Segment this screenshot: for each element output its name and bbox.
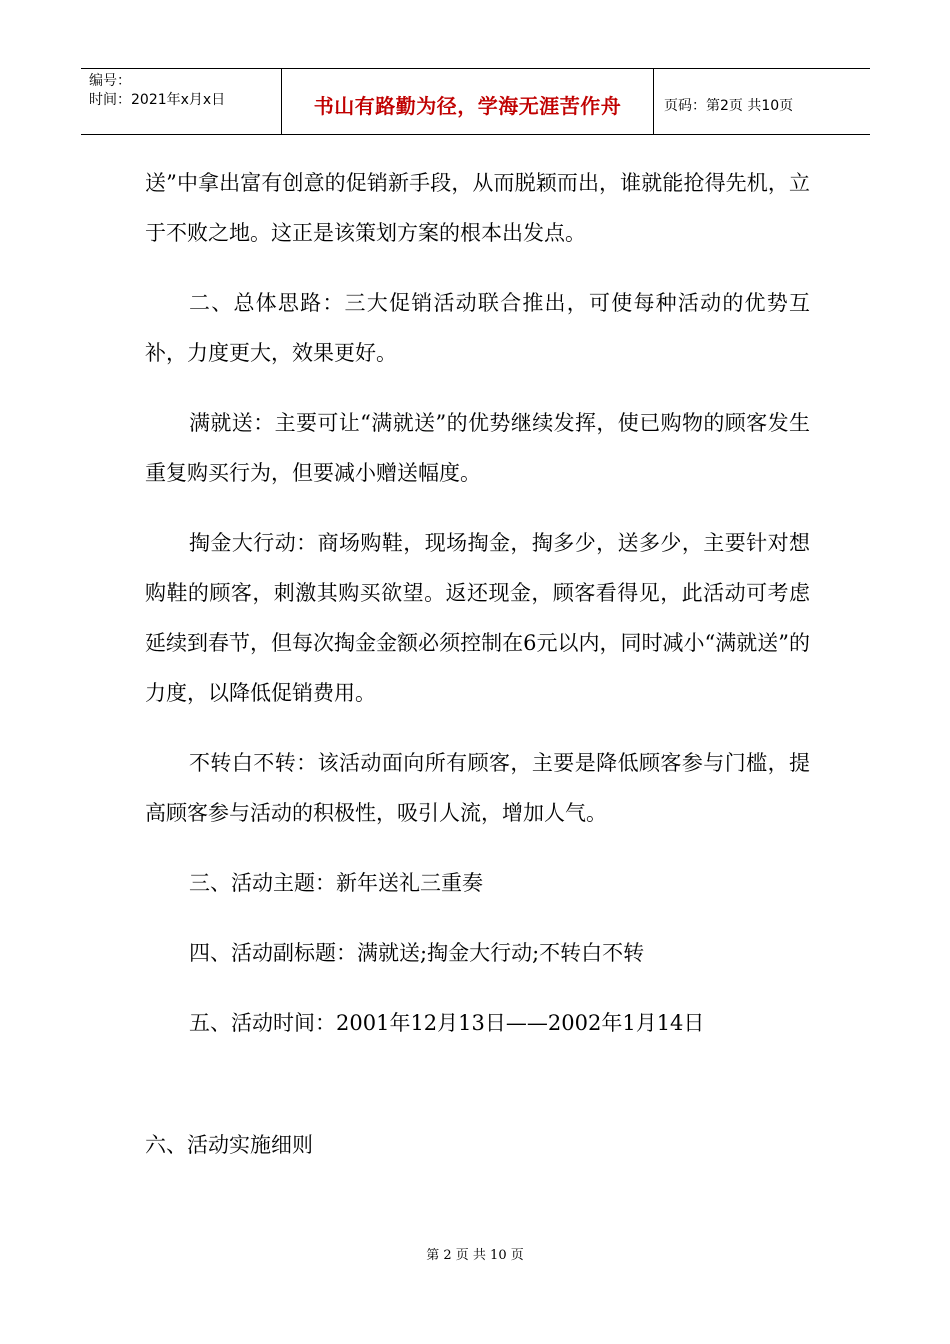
document-number-label: 编号：: [89, 73, 131, 89]
header-motto: 书山有路勤为径，学海无涯苦作舟: [282, 69, 654, 134]
page-header: [81, 68, 870, 135]
paragraph-full-gift: 满就送：主要可让“满就送”的优势继续发挥，使已购物的顾客发生重复购买行为，但要减小赠送幅度。: [145, 411, 810, 485]
document-body: [145, 158, 810, 1170]
paragraph-continuation: 送”中拿出富有创意的促销新手段，从而脱颖而出，谁就能抢得先机，立于不败之地。这正是该策划方案的根本出发点。: [145, 171, 810, 245]
section-implementation-heading: 六、活动实施细则: [145, 1133, 313, 1157]
paragraph-gold-scoop: 掏金大行动：商场购鞋，现场掏金，掏多少，送多少，主要针对想购鞋的顾客，刺激其购买欲望。返还现金，顾客看得见，此活动可考虑延续到春节，但每次掏金金额必须控制在6元以内，同时减小“满就送”的力度，以降低促销费用。: [145, 531, 810, 705]
paragraph-spin-wheel: 不转白不转：该活动面向所有顾客，主要是降低顾客参与门槛，提高顾客参与活动的积极性，吸引人流，增加人气。: [145, 751, 810, 825]
document-date: 时间：2021年x月x日: [89, 92, 226, 108]
section-overall-approach: 二、总体思路：三大促销活动联合推出，可使每种活动的优势互补，力度更大，效果更好。: [145, 291, 810, 365]
header-meta: [81, 69, 282, 134]
header-page-info: 页码：第2页 共10页: [664, 97, 794, 114]
section-theme: 三、活动主题：新年送礼三重奏: [189, 871, 483, 895]
section-time: 五、活动时间：2001年12月13日——2002年1月14日: [189, 1011, 705, 1035]
section-subtitle: 四、活动副标题：满就送;掏金大行动;不转白不转: [189, 941, 645, 965]
page-footer: 第 2 页 共 10 页: [426, 1248, 524, 1263]
